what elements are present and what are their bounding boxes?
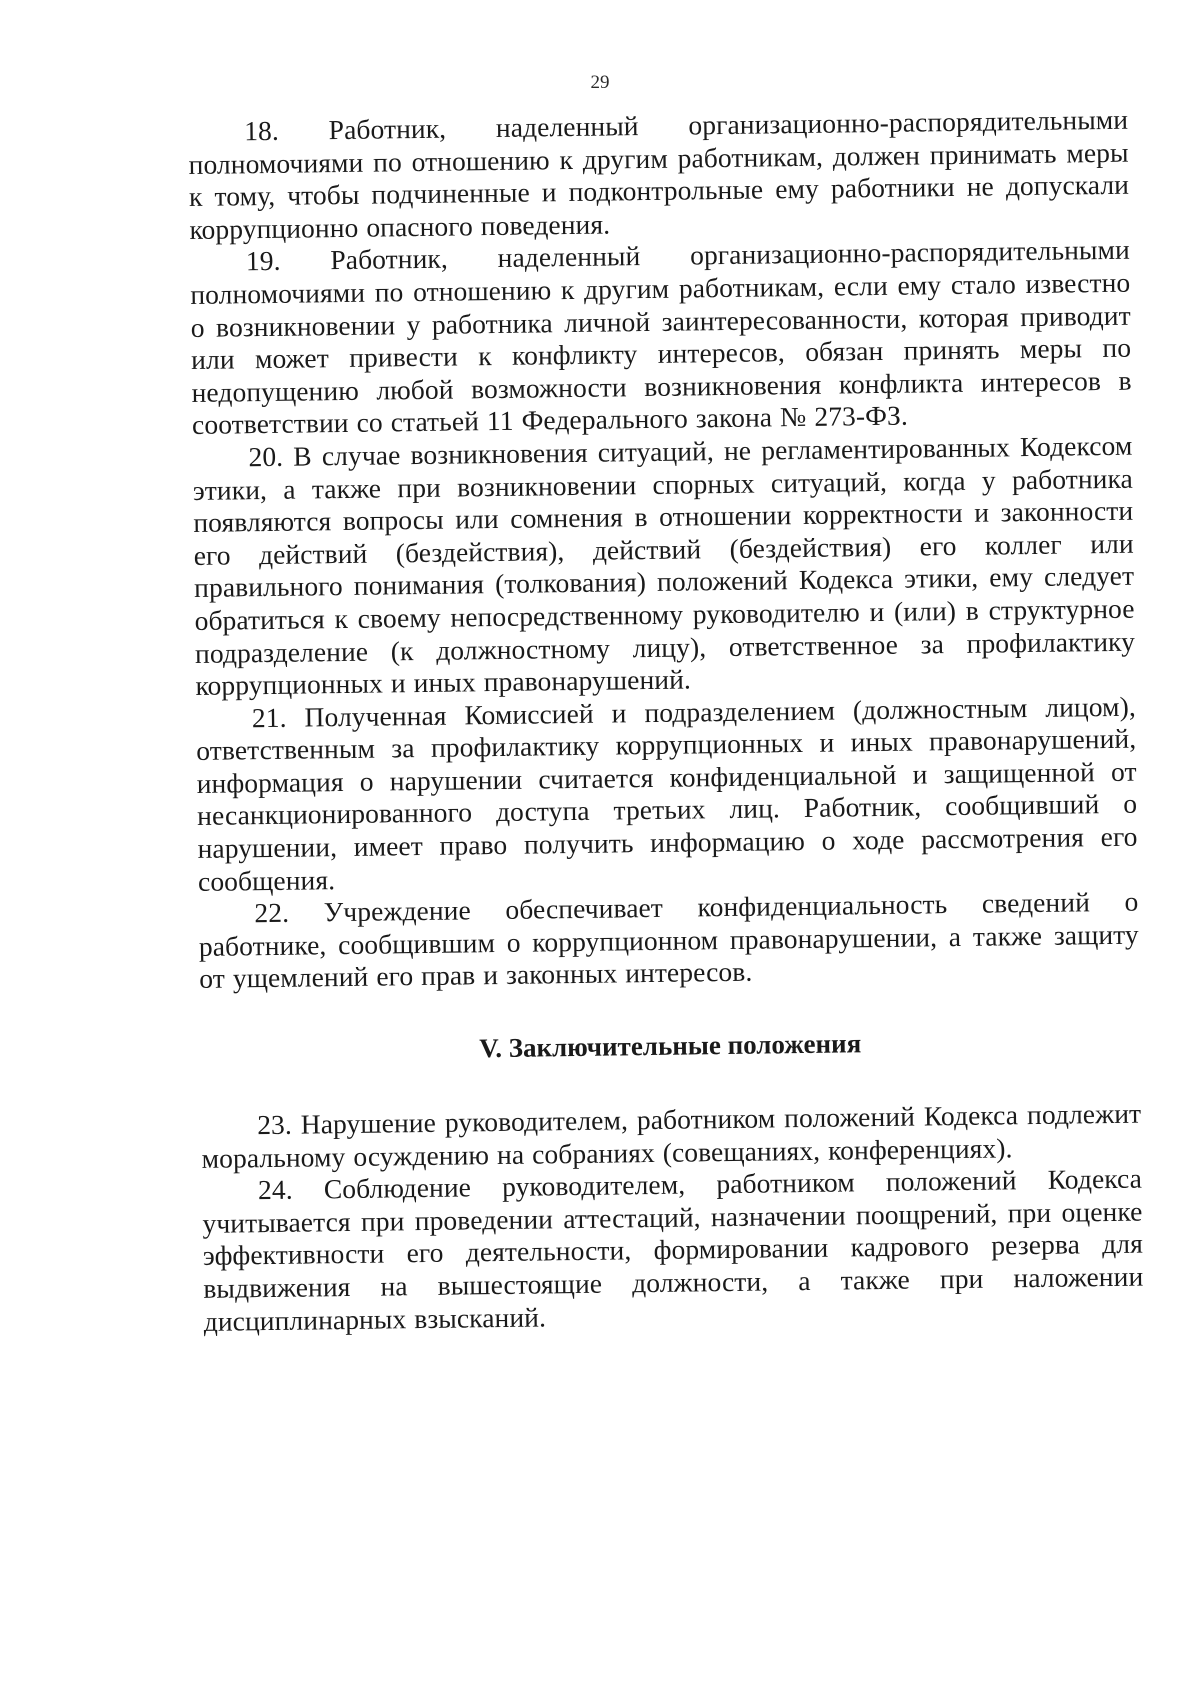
- paragraph-18: 18. Работник, наделенный организационно-распорядительными полномочиями по отношению к другим работникам, должен принимать меры к тому, чтобы подчиненные и подконтрольные ему работники не допускали коррупционно опасного поведения.: [188, 103, 1130, 245]
- document-body: [188, 104, 1144, 1338]
- paragraph-20: 20. В случае возникновения ситуаций, не регламентированных Кодексом этики, а также при возникновении спорных ситуаций, когда у работника появляются вопросы или сомнения в отношении корректности и законности его действий (бездействия), действий (бездействия) его коллег или правильного понимания (толкования) положений Кодекса этики, ему следует обратиться к своему непосредственному руководителю и (или) в структурное подразделение (к должностному лицу), ответственное за профилактику коррупционных и иных правонарушений.: [192, 429, 1136, 702]
- paragraph-24: 24. Соблюдение руководителем, работником положений Кодекса учитывается при проведении аттестаций, назначении поощрений, при оценке эффективности его деятельности, формировании кадрового резерва для выдвижения на вышестоящие должности, а также при наложении дисциплинарных взысканий.: [202, 1162, 1144, 1337]
- page-number: 29: [590, 72, 610, 93]
- paragraph-22: 22. Учреждение обеспечивает конфиденциальность сведений о работнике, сообщившим о коррупционном правонарушении, а также защиту от ущемлений его прав и законных интересов.: [198, 885, 1139, 995]
- paragraph-21: 21. Полученная Комиссией и подразделением (должностным лицом), ответственным за профилактику коррупционных и иных правонарушений, информация о нарушении считается конфиденциальной и защищенной от несанкционированного доступа третьих лиц. Работник, сообщивший о нарушении, имеет право получить информацию о ходе рассмотрения его сообщения.: [196, 690, 1138, 897]
- paragraph-19: 19. Работник, наделенный организационно-распорядительными полномочиями по отношению к другим работникам, если ему стало известно о возникновении у работника личной заинтересованности, которая приводит или может привести к конфликту интересов, обязан принять меры по недопущению любой возможности возникновения конфликта интересов в соответствии со статьей 11 Федерального закона № 273-ФЗ.: [190, 234, 1132, 441]
- section-heading: V. Заключительные положения: [479, 1028, 862, 1064]
- paragraph-23: 23. Нарушение руководителем, работником положений Кодекса подлежит моральному осуждению на собраниях (совещаниях, конференциях).: [201, 1097, 1142, 1174]
